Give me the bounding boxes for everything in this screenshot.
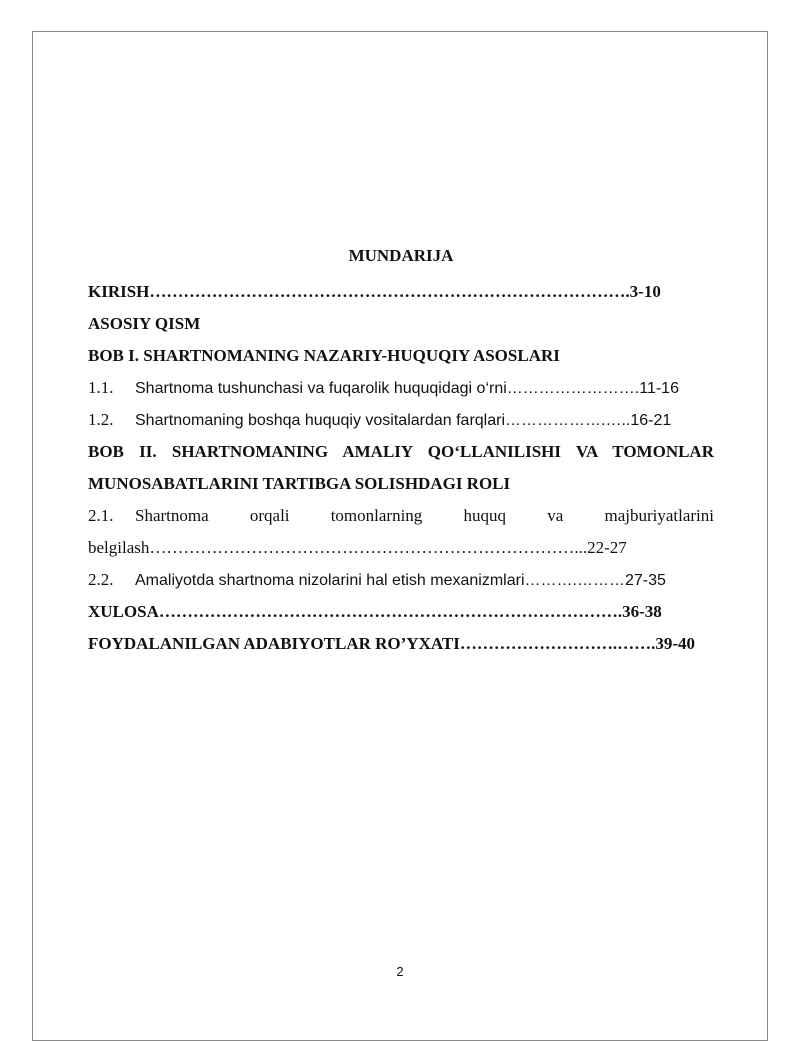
toc-entry-text: FOYDALANILGAN ADABIYOTLAR RO’YXATI……………………….…….39-40	[88, 634, 695, 653]
toc-entry-text: BOB I. SHARTNOMANING NAZARIY-HUQUQIY ASOSLARI	[88, 346, 560, 365]
toc-entry-bob-2-line-2	[88, 468, 714, 500]
toc-entry-text: Shartnoma tushunchasi va fuqarolik huquqidagi o‘rni…………………….11-16	[135, 380, 679, 397]
toc-entry-text: Shartnoma orqali tomonlarning huquq va majburiyatlarini	[135, 506, 714, 525]
page-number: 2	[396, 964, 404, 979]
toc-entry-number: 2.2.	[88, 570, 114, 589]
toc-entry-number: 1.1.	[88, 378, 114, 397]
toc-entry-text: BOB II. SHARTNOMANING AMALIY QO‘LLANILISHI VA TOMONLAR	[88, 442, 714, 461]
toc-entry-bob-2-line-1	[88, 436, 714, 468]
toc-entry-number: 2.1.	[88, 506, 114, 525]
toc-entry-1-2	[88, 404, 714, 436]
toc-entry-text: Amaliyotda shartnoma nizolarini hal etish mexanizmlari……….………27-35	[135, 572, 666, 589]
toc-entry-text: KIRISH………………………………………………………………………….3-10	[88, 282, 661, 301]
toc-entry-2-2	[88, 564, 714, 596]
table-of-contents	[88, 244, 714, 660]
toc-entry-xulosa	[88, 596, 714, 628]
toc-entry-adabiyotlar	[88, 628, 714, 660]
toc-entry-asosiy-qism	[88, 308, 714, 340]
toc-entry-text: Shartnomaning boshqa huquqiy vositalardan farqlari……………….…..16-21	[135, 412, 672, 429]
toc-entry-text: XULOSA……………………………………………………………………….36-38	[88, 602, 662, 621]
toc-title: MUNDARIJA	[348, 246, 454, 265]
toc-entry-1-1	[88, 372, 714, 404]
toc-entry-text: ASOSIY QISM	[88, 314, 201, 333]
toc-entry-kirish	[88, 276, 714, 308]
toc-entry-text: MUNOSABATLARINI TARTIBGA SOLISHDAGI ROLI	[88, 474, 511, 493]
toc-entry-text: belgilash…………………………………………………………………...22-27	[88, 538, 627, 557]
toc-entry-2-1-line-2	[88, 532, 714, 564]
toc-entry-bob-1	[88, 340, 714, 372]
toc-entry-2-1-line-1	[88, 500, 714, 532]
toc-entry-number: 1.2.	[88, 410, 114, 429]
